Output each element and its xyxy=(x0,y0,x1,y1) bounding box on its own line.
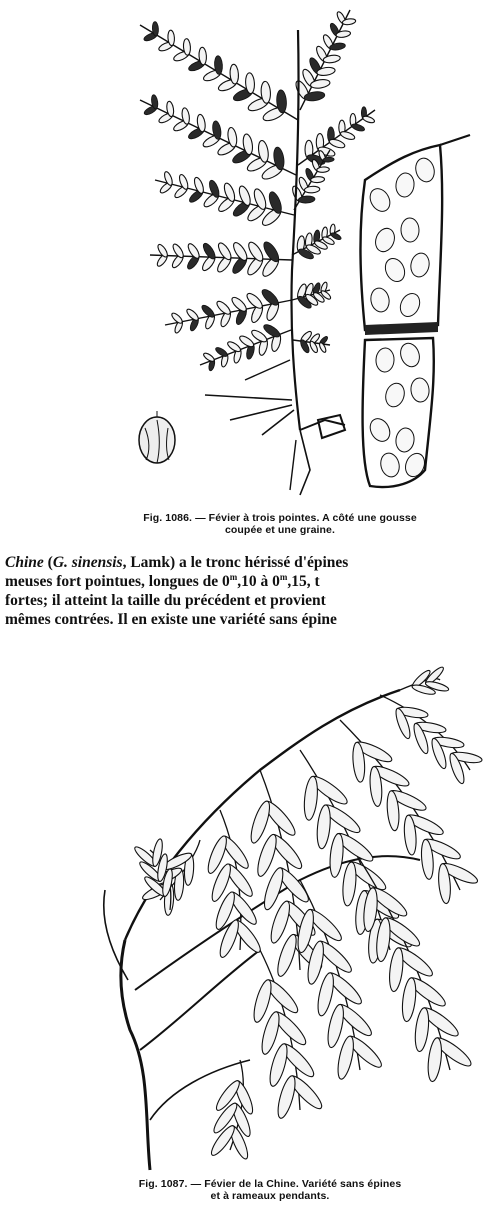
unit-superscript: m xyxy=(229,572,238,582)
body-paragraph xyxy=(5,553,500,629)
paragraph-line-3: fortes; il atteint la taille du précédent et provient xyxy=(5,592,326,609)
leaflet xyxy=(252,187,268,210)
leaflet xyxy=(152,21,159,36)
leaflet xyxy=(328,138,345,150)
text-fragment: ,15, t xyxy=(287,573,320,590)
leaflet xyxy=(335,1035,357,1081)
leaflet xyxy=(325,1003,347,1049)
figure-1086-caption xyxy=(60,512,500,536)
text-fragment: meuses fort pointues, longues de 0 xyxy=(5,573,230,590)
leaflet xyxy=(310,176,324,183)
caption-line-2: coupée et une graine. xyxy=(224,524,336,536)
leaflet xyxy=(351,123,366,133)
leaflet xyxy=(156,243,169,258)
leaflet xyxy=(315,972,337,1018)
figure-1087-caption xyxy=(60,1178,480,1202)
figure-number: Fig. 1087. xyxy=(138,1178,188,1190)
pod-seed xyxy=(401,218,420,243)
leaflet xyxy=(315,804,332,849)
leaflet xyxy=(323,157,335,163)
leaflet xyxy=(303,776,320,821)
text-fragment: ( xyxy=(43,554,53,571)
paragraph-line-4: mêmes contrées. Il en existe une variété sans épine xyxy=(5,611,337,628)
figure-1087-illustration xyxy=(0,650,500,1175)
figure-number: Fig. 1086. xyxy=(143,512,193,524)
leaflet xyxy=(193,176,206,194)
leaflet xyxy=(207,179,220,199)
leaflet xyxy=(178,173,190,190)
leaflet xyxy=(400,977,417,1022)
leaflet xyxy=(388,947,405,992)
leaflet xyxy=(318,342,327,353)
caption-line xyxy=(60,512,500,524)
honey-locust-engraving xyxy=(0,0,500,505)
leaflet xyxy=(317,167,330,173)
leaflet xyxy=(222,182,236,203)
unit-superscript: m xyxy=(279,572,288,582)
text-fragment: Chine xyxy=(5,554,44,571)
leaflet xyxy=(341,861,358,906)
text-fragment: ,10 à 0 xyxy=(237,573,280,590)
leaflet xyxy=(340,130,356,141)
leaflet xyxy=(163,171,174,187)
paragraph-line-1 xyxy=(5,553,500,572)
caption-line-2: et à rameaux pendants. xyxy=(210,1190,330,1202)
leaflet xyxy=(237,185,252,207)
leaflet xyxy=(267,190,284,215)
caption-text: — Févier à trois pointes. A côté une gousse xyxy=(192,512,417,524)
caption-line xyxy=(60,1178,480,1190)
leaflet xyxy=(413,1007,430,1052)
chinese-honey-locust-engraving xyxy=(0,650,500,1175)
figure-1086-illustration xyxy=(0,0,500,505)
caption-text: — Févier de la Chine. Variété sans épines xyxy=(187,1178,402,1190)
leaflet xyxy=(328,833,345,878)
paragraph-line-2 xyxy=(5,572,500,591)
text-fragment: , Lamk) a le tronc hérissé d'épines xyxy=(122,554,349,571)
leaflet xyxy=(426,1037,443,1082)
species-name: G. sinensis xyxy=(52,554,123,571)
leaflet xyxy=(362,115,375,124)
leaflet xyxy=(309,340,319,353)
leaflet xyxy=(299,339,311,354)
